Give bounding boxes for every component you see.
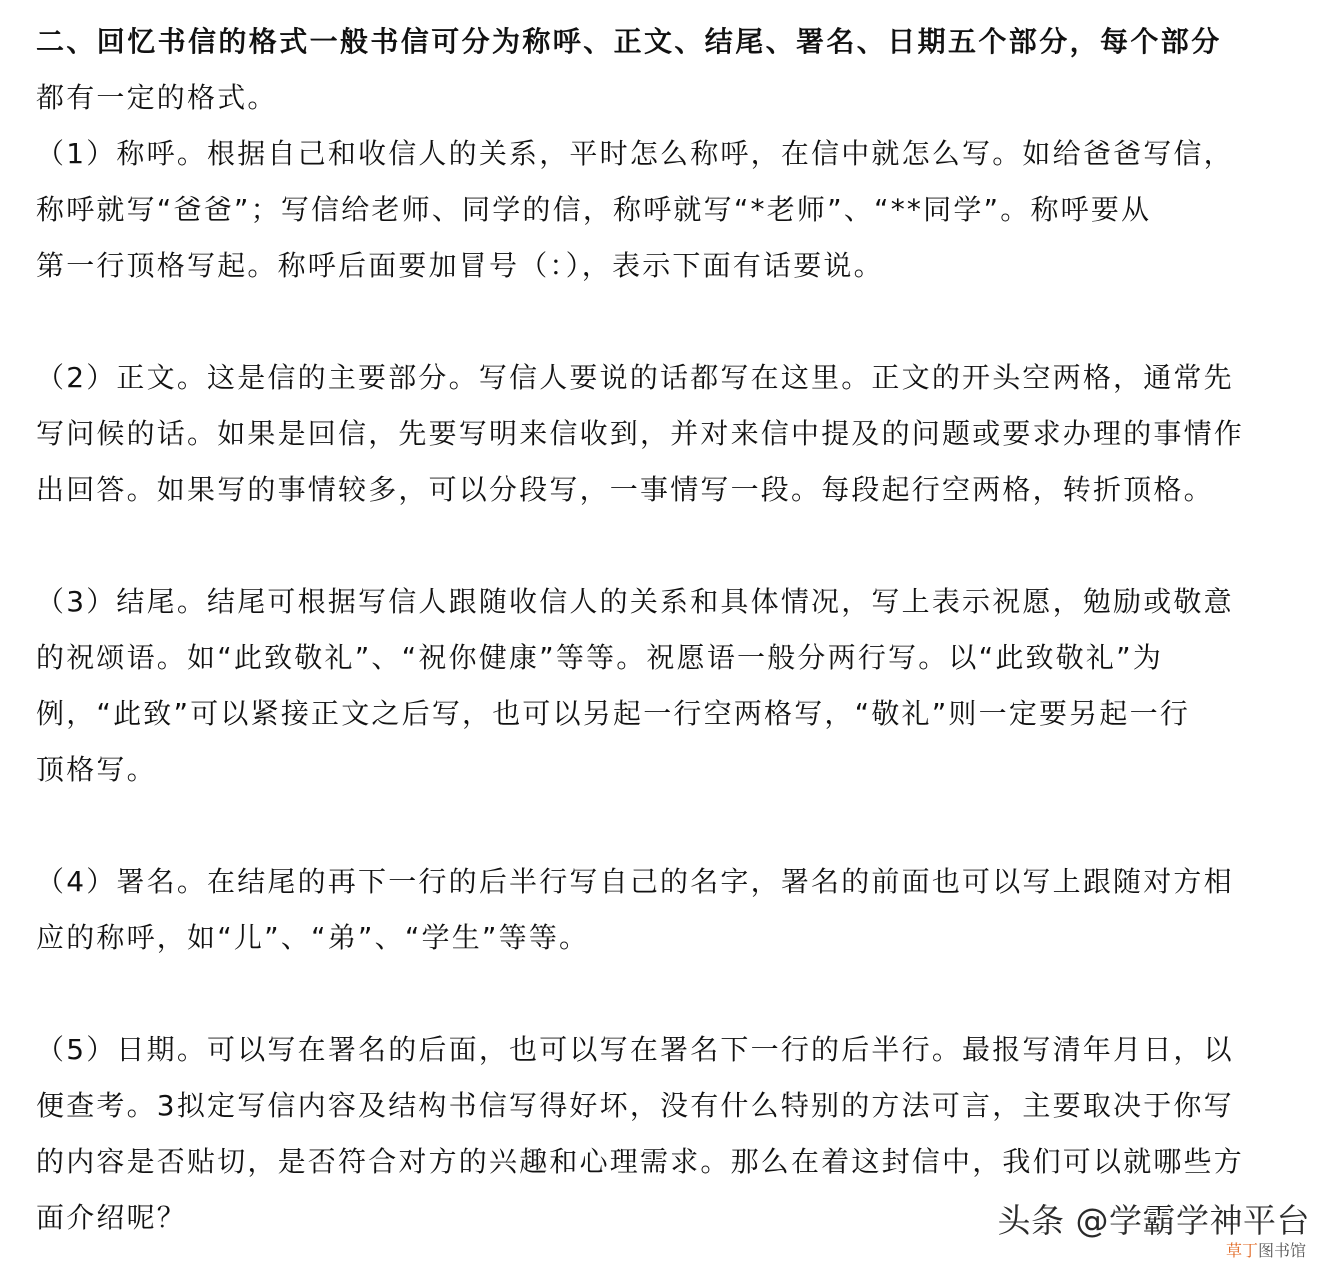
section-line: 例，“此致”可以紧接正文之后写，也可以另起一行空两格写，“敬礼”则一定要另起一行 xyxy=(36,697,1191,730)
watermark-badge-brand: 草丁 xyxy=(1225,1241,1258,1260)
watermark-badge xyxy=(1222,1240,1310,1262)
section-line: 出回答。如果写的事情较多，可以分段写，一事情写一段。每段起行空两格，转折顶格。 xyxy=(36,473,1214,506)
section-line: 应的称呼，如“儿”、“弟”、“学生”等等。 xyxy=(36,921,590,954)
section-line: 的祝颂语。如“此致敬礼”、“祝你健康”等等。祝愿语一般分两行写。以“此致敬礼”为 xyxy=(36,641,1164,674)
paragraph-spacer xyxy=(36,518,1292,574)
watermark-badge-label: 图书馆 xyxy=(1257,1241,1306,1260)
document-heading xyxy=(36,14,1292,126)
section-line: 便查考。3拟定写信内容及结构书信写得好坏，没有什么特别的方法可言，主要取决于你写 xyxy=(36,1089,1234,1122)
watermark-author: 头条 @学霸学神平台 xyxy=(997,1201,1310,1240)
section-closing xyxy=(36,574,1292,798)
section-line: 称呼就写“爸爸”；写信给老师、同学的信，称呼就写“*老师”、“**同学”。称呼要从 xyxy=(36,193,1152,226)
section-line: （1）称呼。根据自己和收信人的关系，平时怎么称呼，在信中就怎么写。如给爸爸写信， xyxy=(36,137,1234,170)
section-line: （4）署名。在结尾的再下一行的后半行写自己的名字，署名的前面也可以写上跟随对方相 xyxy=(36,865,1234,898)
document-body xyxy=(36,14,1292,1246)
section-line: （5）日期。可以写在署名的后面，也可以写在署名下一行的后半行。最报写清年月日，以 xyxy=(36,1033,1234,1066)
section-salutation xyxy=(36,126,1292,294)
section-line: 第一行顶格写起。称呼后面要加冒号（：），表示下面有话要说。 xyxy=(36,249,884,282)
section-line: （3）结尾。结尾可根据写信人跟随收信人的关系和具体情况，写上表示祝愿，勉励或敬意 xyxy=(36,585,1234,618)
section-line: 的内容是否贴切，是否符合对方的兴趣和心理需求。那么在着这封信中，我们可以就哪些方 xyxy=(36,1145,1245,1178)
paragraph-spacer xyxy=(36,966,1292,1022)
section-signature xyxy=(36,854,1292,966)
section-line: （2）正文。这是信的主要部分。写信人要说的话都写在这里。正文的开头空两格，通常先 xyxy=(36,361,1234,394)
heading-line: 二、回忆书信的格式一般书信可分为称呼、正文、结尾、署名、日期五个部分，每个部分 xyxy=(36,25,1222,58)
heading-line: 都有一定的格式。 xyxy=(36,81,278,114)
watermark xyxy=(997,1195,1311,1260)
paragraph-spacer xyxy=(36,294,1292,350)
section-line: 写问候的话。如果是回信，先要写明来信收到，并对来信中提及的问题或要求办理的事情作 xyxy=(36,417,1245,450)
section-line: 面介绍呢？ xyxy=(36,1201,188,1234)
paragraph-spacer xyxy=(36,798,1292,854)
section-body-text xyxy=(36,350,1292,518)
section-line: 顶格写。 xyxy=(36,753,157,786)
